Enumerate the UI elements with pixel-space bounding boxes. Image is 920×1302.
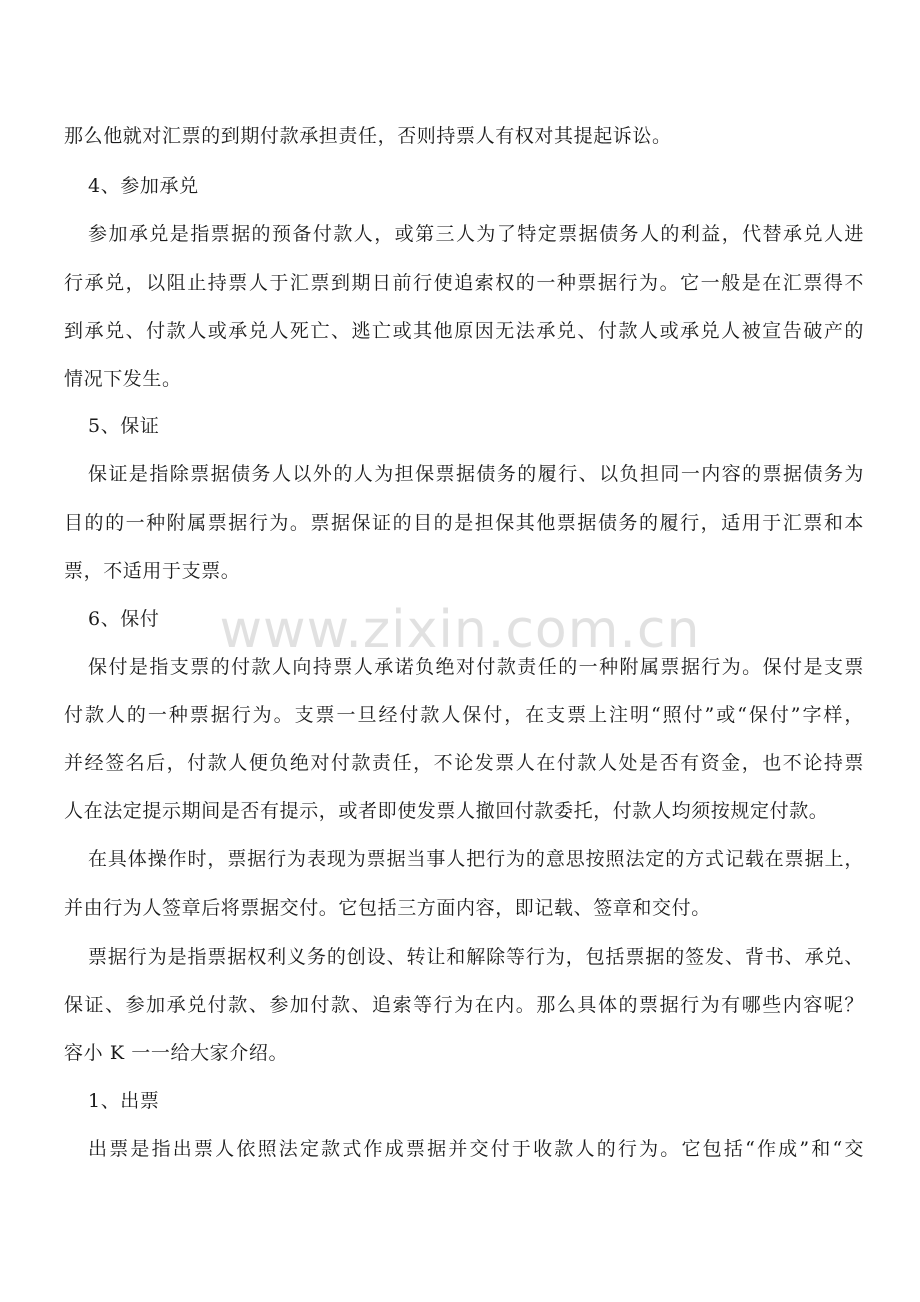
section-heading-1: 1、出票 [88,1090,160,1112]
paragraph-line: 票，不适用于支票。 [64,560,241,582]
paragraph-line: 并经签名后，付款人便负绝对付款责任，不论发票人在付款人处是否有资金，也不论持票 [64,752,864,774]
section-heading-5: 5、保证 [88,415,160,437]
section-heading-6: 6、保付 [88,608,160,630]
watermark: www.zixin.com.cn [219,600,701,660]
paragraph-line: 参加承兑是指票据的预备付款人，或第三人为了特定票据债务人的利益，代替承兑人进 [88,223,864,245]
paragraph-line: 保付是指支票的付款人向持票人承诺负绝对付款责任的一种附属票据行为。保付是支票 [88,656,864,678]
paragraph-line: 情况下发生。 [64,368,182,390]
paragraph-line: 行承兑，以阻止持票人于汇票到期日前行使追索权的一种票据行为。它一般是在汇票得不 [64,272,864,294]
paragraph-line: 在具体操作时，票据行为表现为票据当事人把行为的意思按照法定的方式记载在票据上， [88,848,864,870]
paragraph-line: 付款人的一种票据行为。支票一旦经付款人保付，在支票上注明“照付”或“保付”字样， [64,704,864,726]
paragraph-line: 保证、参加承兑付款、参加付款、追索等行为在内。那么具体的票据行为有哪些内容呢？ [64,994,864,1016]
paragraph-line: 人在法定提示期间是否有提示，或者即使发票人撤回付款委托，付款人均须按规定付款。 [64,800,829,822]
paragraph-line: 票据行为是指票据权利义务的创设、转让和解除等行为，包括票据的签发、背书、承兑、 [88,946,864,968]
section-heading-4: 4、参加承兑 [88,175,199,197]
paragraph-line: 保证是指除票据债务人以外的人为担保票据债务的履行、以负担同一内容的票据债务为 [88,463,864,485]
paragraph-line: 目的的一种附属票据行为。票据保证的目的是担保其他票据债务的履行，适用于汇票和本 [64,512,864,534]
paragraph-line: 到承兑、付款人或承兑人死亡、逃亡或其他原因无法承兑、付款人或承兑人被宣告破产的 [64,320,864,342]
paragraph-line: 出票是指出票人依照法定款式作成票据并交付于收款人的行为。它包括“作成”和“交 [88,1138,864,1160]
text-line: 那么他就对汇票的到期付款承担责任，否则持票人有权对其提起诉讼。 [64,125,672,147]
paragraph-line: 并由行为人签章后将票据交付。它包括三方面内容，即记载、签章和交付。 [64,897,711,919]
paragraph-line: 容小 K 一一给大家介绍。 [64,1042,289,1064]
